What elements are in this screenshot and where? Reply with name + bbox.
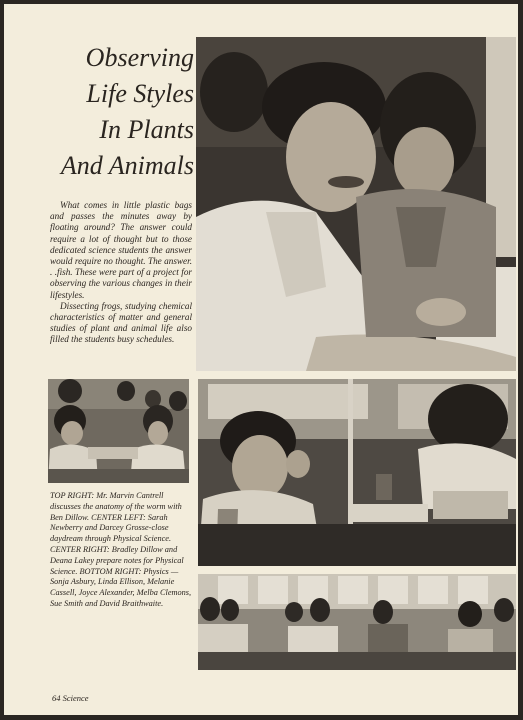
title-line: And Animals: [60, 151, 194, 180]
page-folio: 64 Science: [52, 693, 89, 703]
intro-text: [50, 200, 192, 346]
yearbook-page: [4, 4, 518, 715]
intro-paragraph: Dissecting frogs, studying chemical characteristics of matter and general studies of plant and animal life also filled the students busy schedules.: [50, 300, 192, 345]
title-line: Observing: [85, 43, 194, 72]
photo-caption: TOP RIGHT: Mr. Marvin Cantrell discusses the anatomy of the worm with Ben Dillow. CENTER LEFT: Sarah Newberry and Darcey Grosse-close daydream through Physical Science. CENTER RIGHT: Bradley Dillow and Deana Lakey prepare notes for Physical Science. BOTTOM RIGHT: Physics — Sonja Asbury, Linda Ellison, Melanie Cassell, Joyce Alexander, Melba Clemons, Sue Smith and David Braithwaite.: [50, 491, 192, 608]
photo-center-right: [198, 379, 516, 566]
photo-teacher-student: [196, 37, 516, 371]
title-line: Life Styles: [86, 79, 194, 108]
photo-center-left: [48, 379, 189, 483]
photo-bottom-right: [198, 574, 516, 670]
page-title: [14, 40, 194, 184]
intro-paragraph: What comes in little plastic bags and passes the minutes away by floating around? The answer could require a lot of thought but to those dedicated science students the answer would require no thought. The answer. . .fish. These were part of a project for observing the various changes in their lifestyles.: [50, 200, 192, 300]
title-line: In Plants: [99, 115, 194, 144]
